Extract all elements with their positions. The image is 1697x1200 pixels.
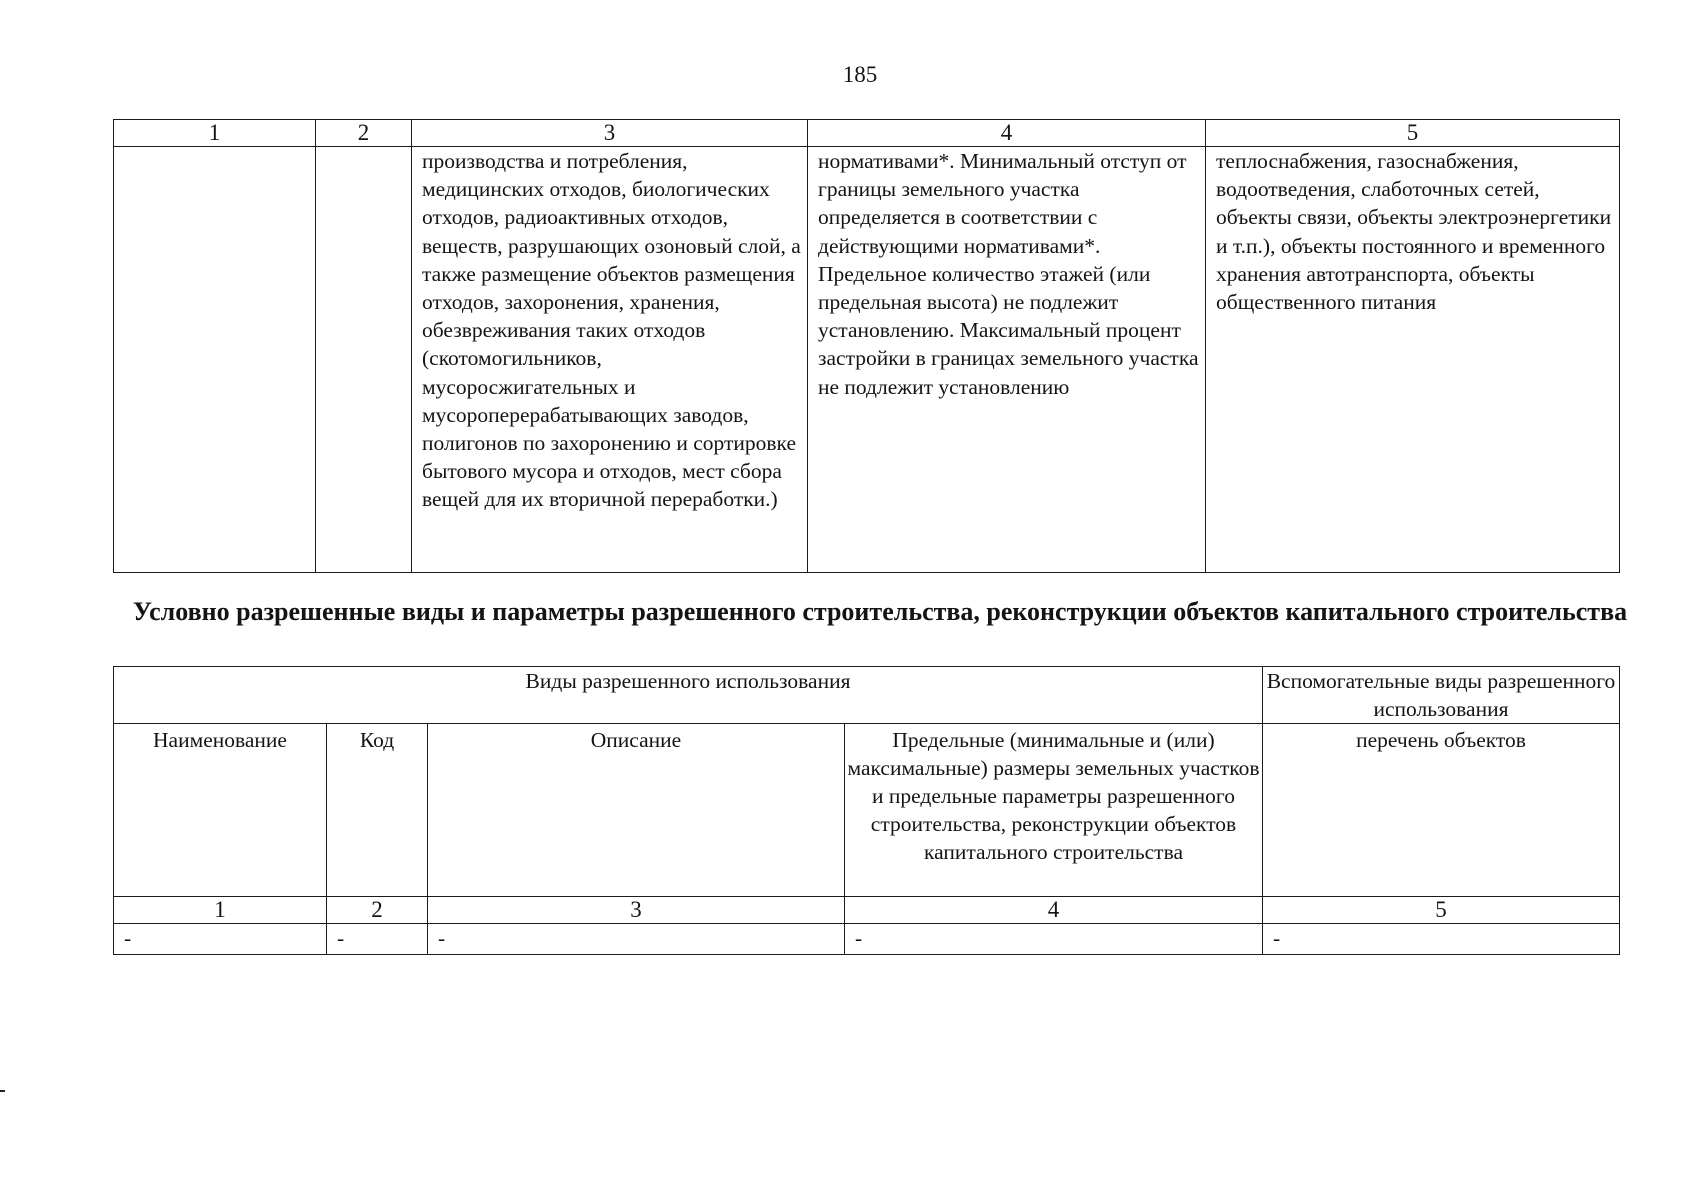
column-number: 4 <box>808 120 1206 147</box>
objects-cell: - <box>1263 924 1620 955</box>
header-main: Виды разрешенного использования <box>114 667 1263 724</box>
table-row <box>114 924 1620 955</box>
column-number: 5 <box>1263 897 1620 924</box>
column-number-row <box>114 120 1620 147</box>
continued-table <box>113 119 1620 573</box>
conditional-uses-table <box>113 666 1620 955</box>
column-number: 1 <box>114 120 316 147</box>
column-number: 2 <box>316 120 412 147</box>
header-parameters: Предельные (минимальные и (или) максимальные) размеры земельных участков и предельные параметры разрешенного строительства, реконструкции объектов капитального строительства <box>845 724 1263 897</box>
column-number-row <box>114 897 1620 924</box>
column-number: 3 <box>412 120 808 147</box>
description-cell: производства и потребления, медицинских отходов, биологических отходов, радиоактивных отходов, веществ, разрушающих озоновый слой, а также размещение объектов размещения отходов, захоронения, хранения, обезвреживания таких отходов (скотомогильников, мусоросжигательных и мусороперерабатывающих заводов, полигонов по захоронению и сортировке бытового мусора и отходов, мест сбора вещей для их вторичной переработки.) <box>412 147 808 573</box>
column-number: 3 <box>428 897 845 924</box>
parameters-cell: - <box>845 924 1263 955</box>
header-aux: Вспомогательные виды разрешенного использования <box>1263 667 1620 724</box>
code-cell: - <box>327 924 428 955</box>
column-number: 2 <box>327 897 428 924</box>
section-title: Условно разрешенные виды и параметры разрешенного строительства, реконструкции объектов капитального строительства <box>132 597 1628 626</box>
table-row <box>114 147 1620 573</box>
header-description: Описание <box>428 724 845 897</box>
header-objects: перечень объектов <box>1263 724 1620 897</box>
code-cell <box>316 147 412 573</box>
auxiliary-cell: теплоснабжения, газоснабжения, водоотведения, слаботочных сетей, объекты связи, объекты электроэнергетики и т.п.), объекты постоянного и временного хранения автотранспорта, объекты общественного питания <box>1206 147 1620 573</box>
sub-header-row <box>114 724 1620 897</box>
name-cell: - <box>114 924 327 955</box>
scan-edge-mark <box>0 1090 5 1092</box>
header-name: Наименование <box>114 724 327 897</box>
parameters-cell: нормативами*. Минимальный отступ от границы земельного участка определяется в соответствии с действующими нормативами*. Предельное количество этажей (или предельная высота) не подлежит установлению. Максимальный процент застройки в границах земельного участка не подлежит установлению <box>808 147 1206 573</box>
column-number: 1 <box>114 897 327 924</box>
header-row <box>114 667 1620 724</box>
column-number: 5 <box>1206 120 1620 147</box>
page-number: 185 <box>842 62 878 87</box>
name-cell <box>114 147 316 573</box>
header-code: Код <box>327 724 428 897</box>
column-number: 4 <box>845 897 1263 924</box>
description-cell: - <box>428 924 845 955</box>
